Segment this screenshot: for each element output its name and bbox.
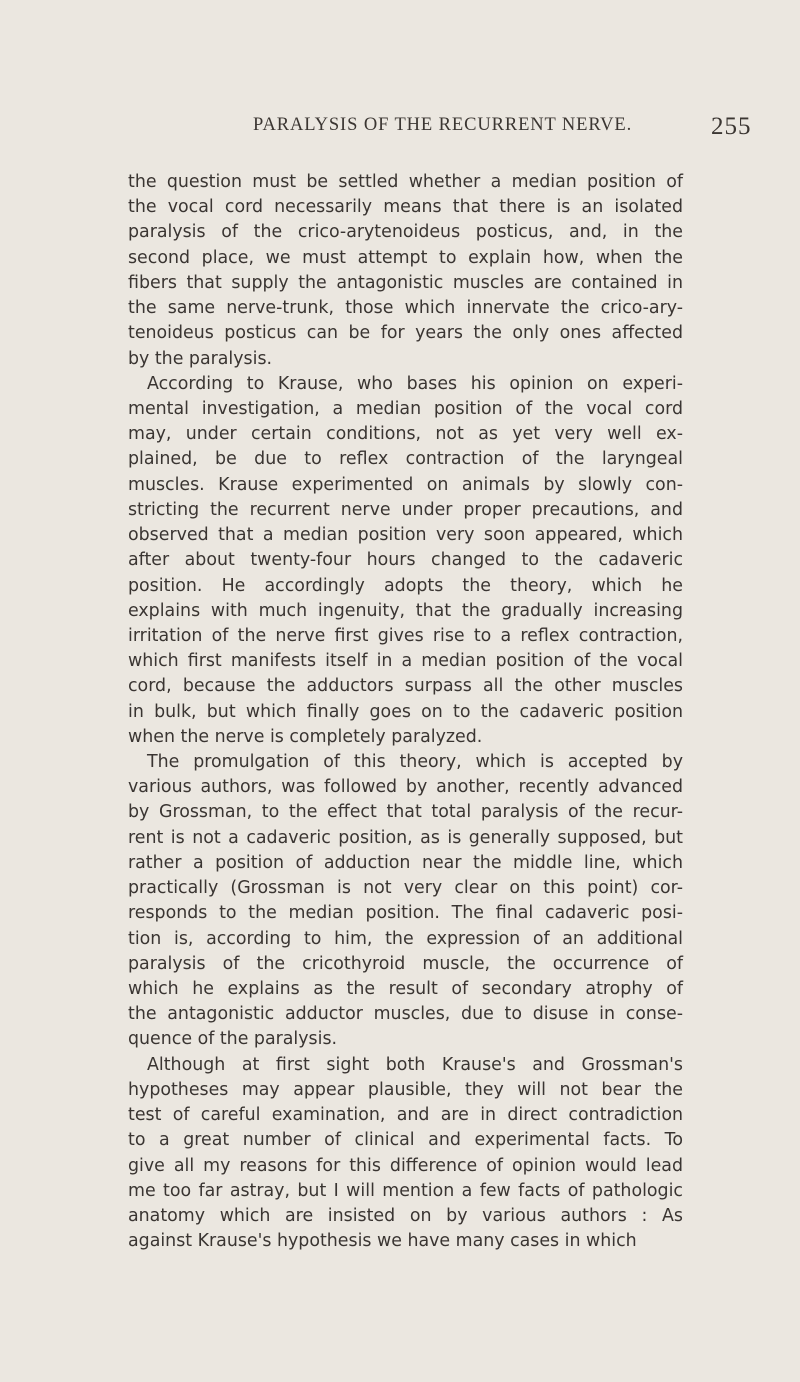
text-line: quence of the paralysis. [128, 1029, 338, 1050]
text-line: the vocal cord necessarily means that there is an isolated [128, 197, 683, 218]
running-title: PARALYSIS OF THE RECURRENT NERVE. [253, 115, 633, 135]
text-line: when the nerve is completely paralyzed. [128, 726, 483, 747]
text-line: the same nerve-trunk, those which innervate the crico-ary- [128, 298, 683, 319]
text-line: give all my reasons for this difference of opinion would lead [128, 1155, 683, 1176]
text-line: may, under certain conditions, not as yet very well ex- [128, 424, 683, 445]
text-line: rather a position of adduction near the middle line, which [128, 852, 683, 873]
text-line: muscles. Krause experimented on animals by slowly con- [128, 474, 683, 495]
text-line: against Krause's hypothesis we have many cases in which [128, 1231, 637, 1252]
paragraph [128, 1053, 683, 1255]
page-number: 255 [711, 113, 752, 140]
text-line: by the paralysis. [128, 348, 273, 369]
running-head [0, 115, 800, 145]
text-line: tion is, according to him, the expression of an additional [128, 928, 683, 949]
text-line: stricting the recurrent nerve under proper precautions, and [128, 499, 683, 520]
text-line: anatomy which are insisted on by various authors : As [128, 1205, 683, 1226]
text-line: Although at first sight both Krause's and Grossman's [147, 1054, 683, 1075]
text-line: According to Krause, who bases his opinion on experi- [147, 373, 683, 394]
text-line: various authors, was followed by another, recently advanced [128, 777, 683, 798]
text-line: me too far astray, but I will mention a few facts of pathologic [128, 1180, 683, 1201]
text-line: hypotheses may appear plausible, they will not bear the [128, 1079, 683, 1100]
text-line: explains with much ingenuity, that the gradually increasing [128, 600, 683, 621]
paragraph [128, 750, 683, 1053]
text-line: which first manifests itself in a median position of the vocal [128, 651, 683, 672]
text-line: the antagonistic adductor muscles, due to disuse in conse- [128, 1004, 683, 1025]
text-line: fibers that supply the antagonistic muscles are contained in [128, 272, 683, 293]
text-line: rent is not a cadaveric position, as is generally supposed, but [128, 827, 683, 848]
text-line: cord, because the adductors surpass all the other muscles [128, 676, 683, 697]
paragraph [128, 170, 683, 372]
text-line: The promulgation of this theory, which is accepted by [147, 752, 683, 773]
text-line: after about twenty-four hours changed to the cadaveric [128, 550, 683, 571]
paragraph [128, 372, 683, 750]
text-line: paralysis of the crico-arytenoideus posticus, and, in the [128, 222, 683, 243]
text-line: observed that a median position very soon appeared, which [128, 525, 683, 546]
text-line: which he explains as the result of secondary atrophy of [128, 979, 683, 999]
text-line: paralysis of the cricothyroid muscle, the occurrence of [128, 953, 683, 974]
text-line: to a great number of clinical and experimental facts. To [128, 1130, 683, 1151]
text-line: responds to the median position. The final cadaveric posi- [128, 903, 683, 924]
text-line: plained, be due to reflex contraction of the laryngeal [128, 449, 683, 470]
text-line: position. He accordingly adopts the theory, which he [128, 575, 683, 596]
text-line: tenoideus posticus can be for years the only ones affected [128, 323, 683, 344]
text-line: practically (Grossman is not very clear on this point) cor- [128, 878, 683, 899]
body-text [128, 170, 683, 1254]
text-line: by Grossman, to the effect that total paralysis of the recur- [128, 802, 683, 823]
text-line: in bulk, but which finally goes on to the cadaveric position [128, 701, 683, 722]
text-line: irritation of the nerve first gives rise to a reflex contraction, [128, 625, 683, 646]
text-line: the question must be settled whether a median position of [128, 172, 683, 192]
text-line: mental investigation, a median position of the vocal cord [128, 398, 683, 419]
text-line: test of careful examination, and are in direct contradiction [128, 1105, 683, 1126]
text-line: second place, we must attempt to explain how, when the [128, 247, 683, 268]
